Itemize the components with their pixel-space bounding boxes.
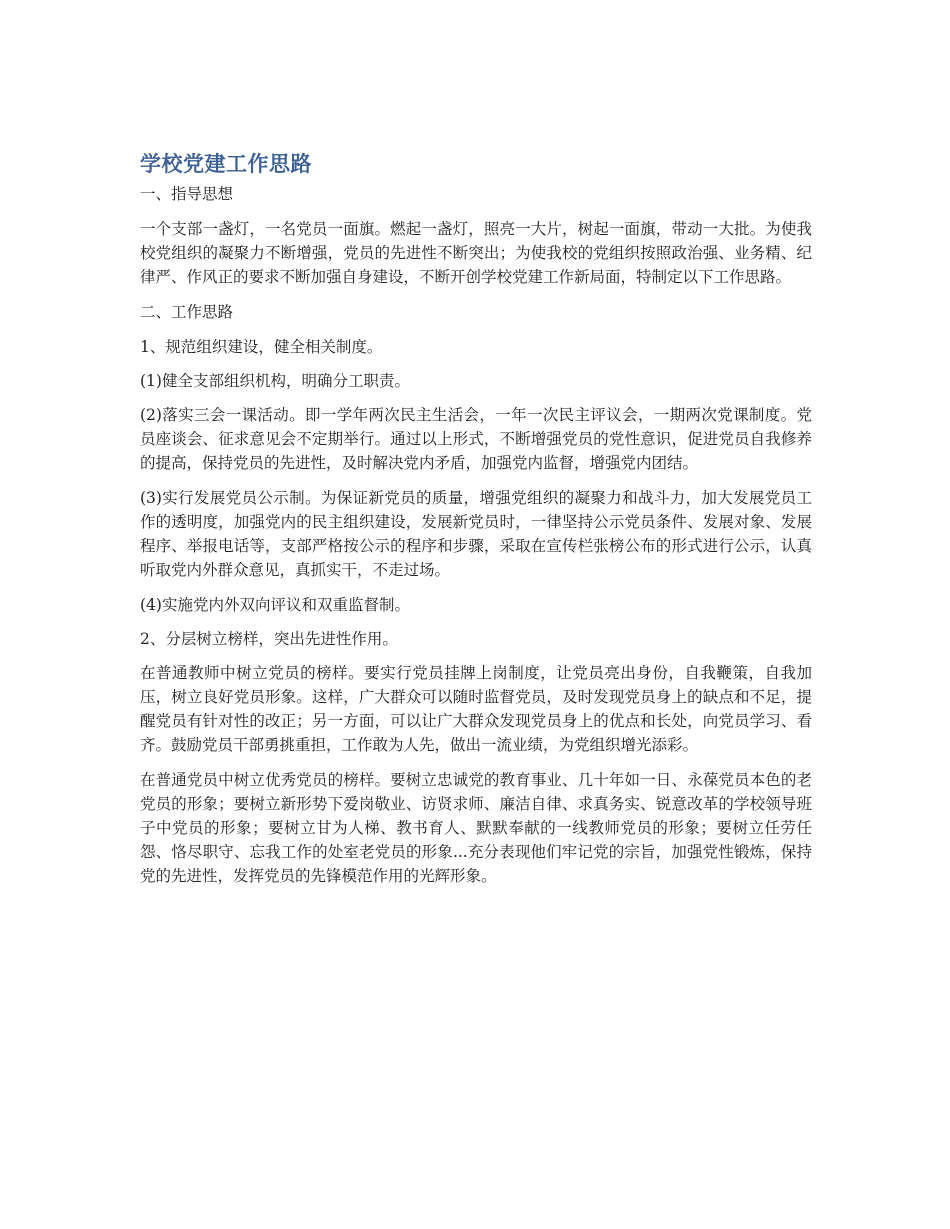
section-heading-guiding-thought: 一、指导思想 (140, 185, 234, 203)
item-3-publicity: (3)实行发展党员公示制。为保证新党员的质量，增强党组织的凝聚力和战斗力，加大发展党员工作的透明度，加强党内的民主组织建设，发展新党员时，一律坚持公示党员条件、发展对象、发展程序、举报电话等，支部严格按公示的程序和步骤，采取在宣传栏张榜公布的形式进行公示，认真听取党内外群众意见，真抓实干，不走过场。 (140, 489, 812, 579)
paragraph-teacher-models: 在普通教师中树立党员的榜样。要实行党员挂牌上岗制度，让党员亮出身份，自我鞭策，自我加压，树立良好党员形象。这样，广大群众可以随时监督党员，及时发现党员身上的缺点和不足，提醒党员有针对性的改正；另一方面，可以让广大群众发现党员身上的优点和长处，向党员学习、看齐。鼓励党员干部勇挑重担，工作敢为人先，做出一流业绩，为党组织增光添彩。 (140, 664, 812, 754)
document-title: 学校党建工作思路 (140, 152, 312, 176)
paragraph-member-models: 在普通党员中树立优秀党员的榜样。要树立忠诚党的教育事业、几十年如一日、永葆党员本色的老党员的形象；要树立新形势下爱岗敬业、访贤求师、廉洁自律、求真务实、锐意改革的学校领导班子中党员的形象；要树立甘为人梯、教书育人、默默奉献的一线教师党员的形象；要树立任劳任怨、恪尽职守、忘我工作的处室老党员的形象...充分表现他们牢记党的宗旨，加强党性锻炼，保持党的先进性，发挥党员的先锋模范作用的光辉形象。 (140, 771, 812, 885)
item-4-supervision: (4)实施党内外双向评议和双重监督制。 (140, 596, 410, 614)
paragraph-guiding-thought: 一个支部一盏灯，一名党员一面旗。燃起一盏灯，照亮一大片，树起一面旗，带动一大批。为使我校党组织的凝聚力不断增强，党员的先进性不断突出；为使我校的党组织按照政治强、业务精、纪律严、作风正的要求不断加强自身建设，不断开创学校党建工作新局面，特制定以下工作思路。 (140, 220, 812, 286)
item-1-structure: (1)健全支部组织机构，明确分工职责。 (140, 372, 410, 390)
subheading-organization: 1、规范组织建设，健全相关制度。 (140, 338, 383, 356)
section-heading-work-plan: 二、工作思路 (140, 303, 234, 321)
item-2-three-meetings: (2)落实三会一课活动。即一学年两次民主生活会，一年一次民主评议会，一期两次党课制度。党员座谈会、征求意见会不定期举行。通过以上形式，不断增强党员的党性意识，促进党员自我修养的提高，保持党员的先进性，及时解决党内矛盾，加强党内监督，增强党内团结。 (140, 406, 812, 472)
document-page (140, 146, 812, 899)
subheading-role-models: 2、分层树立榜样，突出先进性作用。 (140, 630, 398, 648)
